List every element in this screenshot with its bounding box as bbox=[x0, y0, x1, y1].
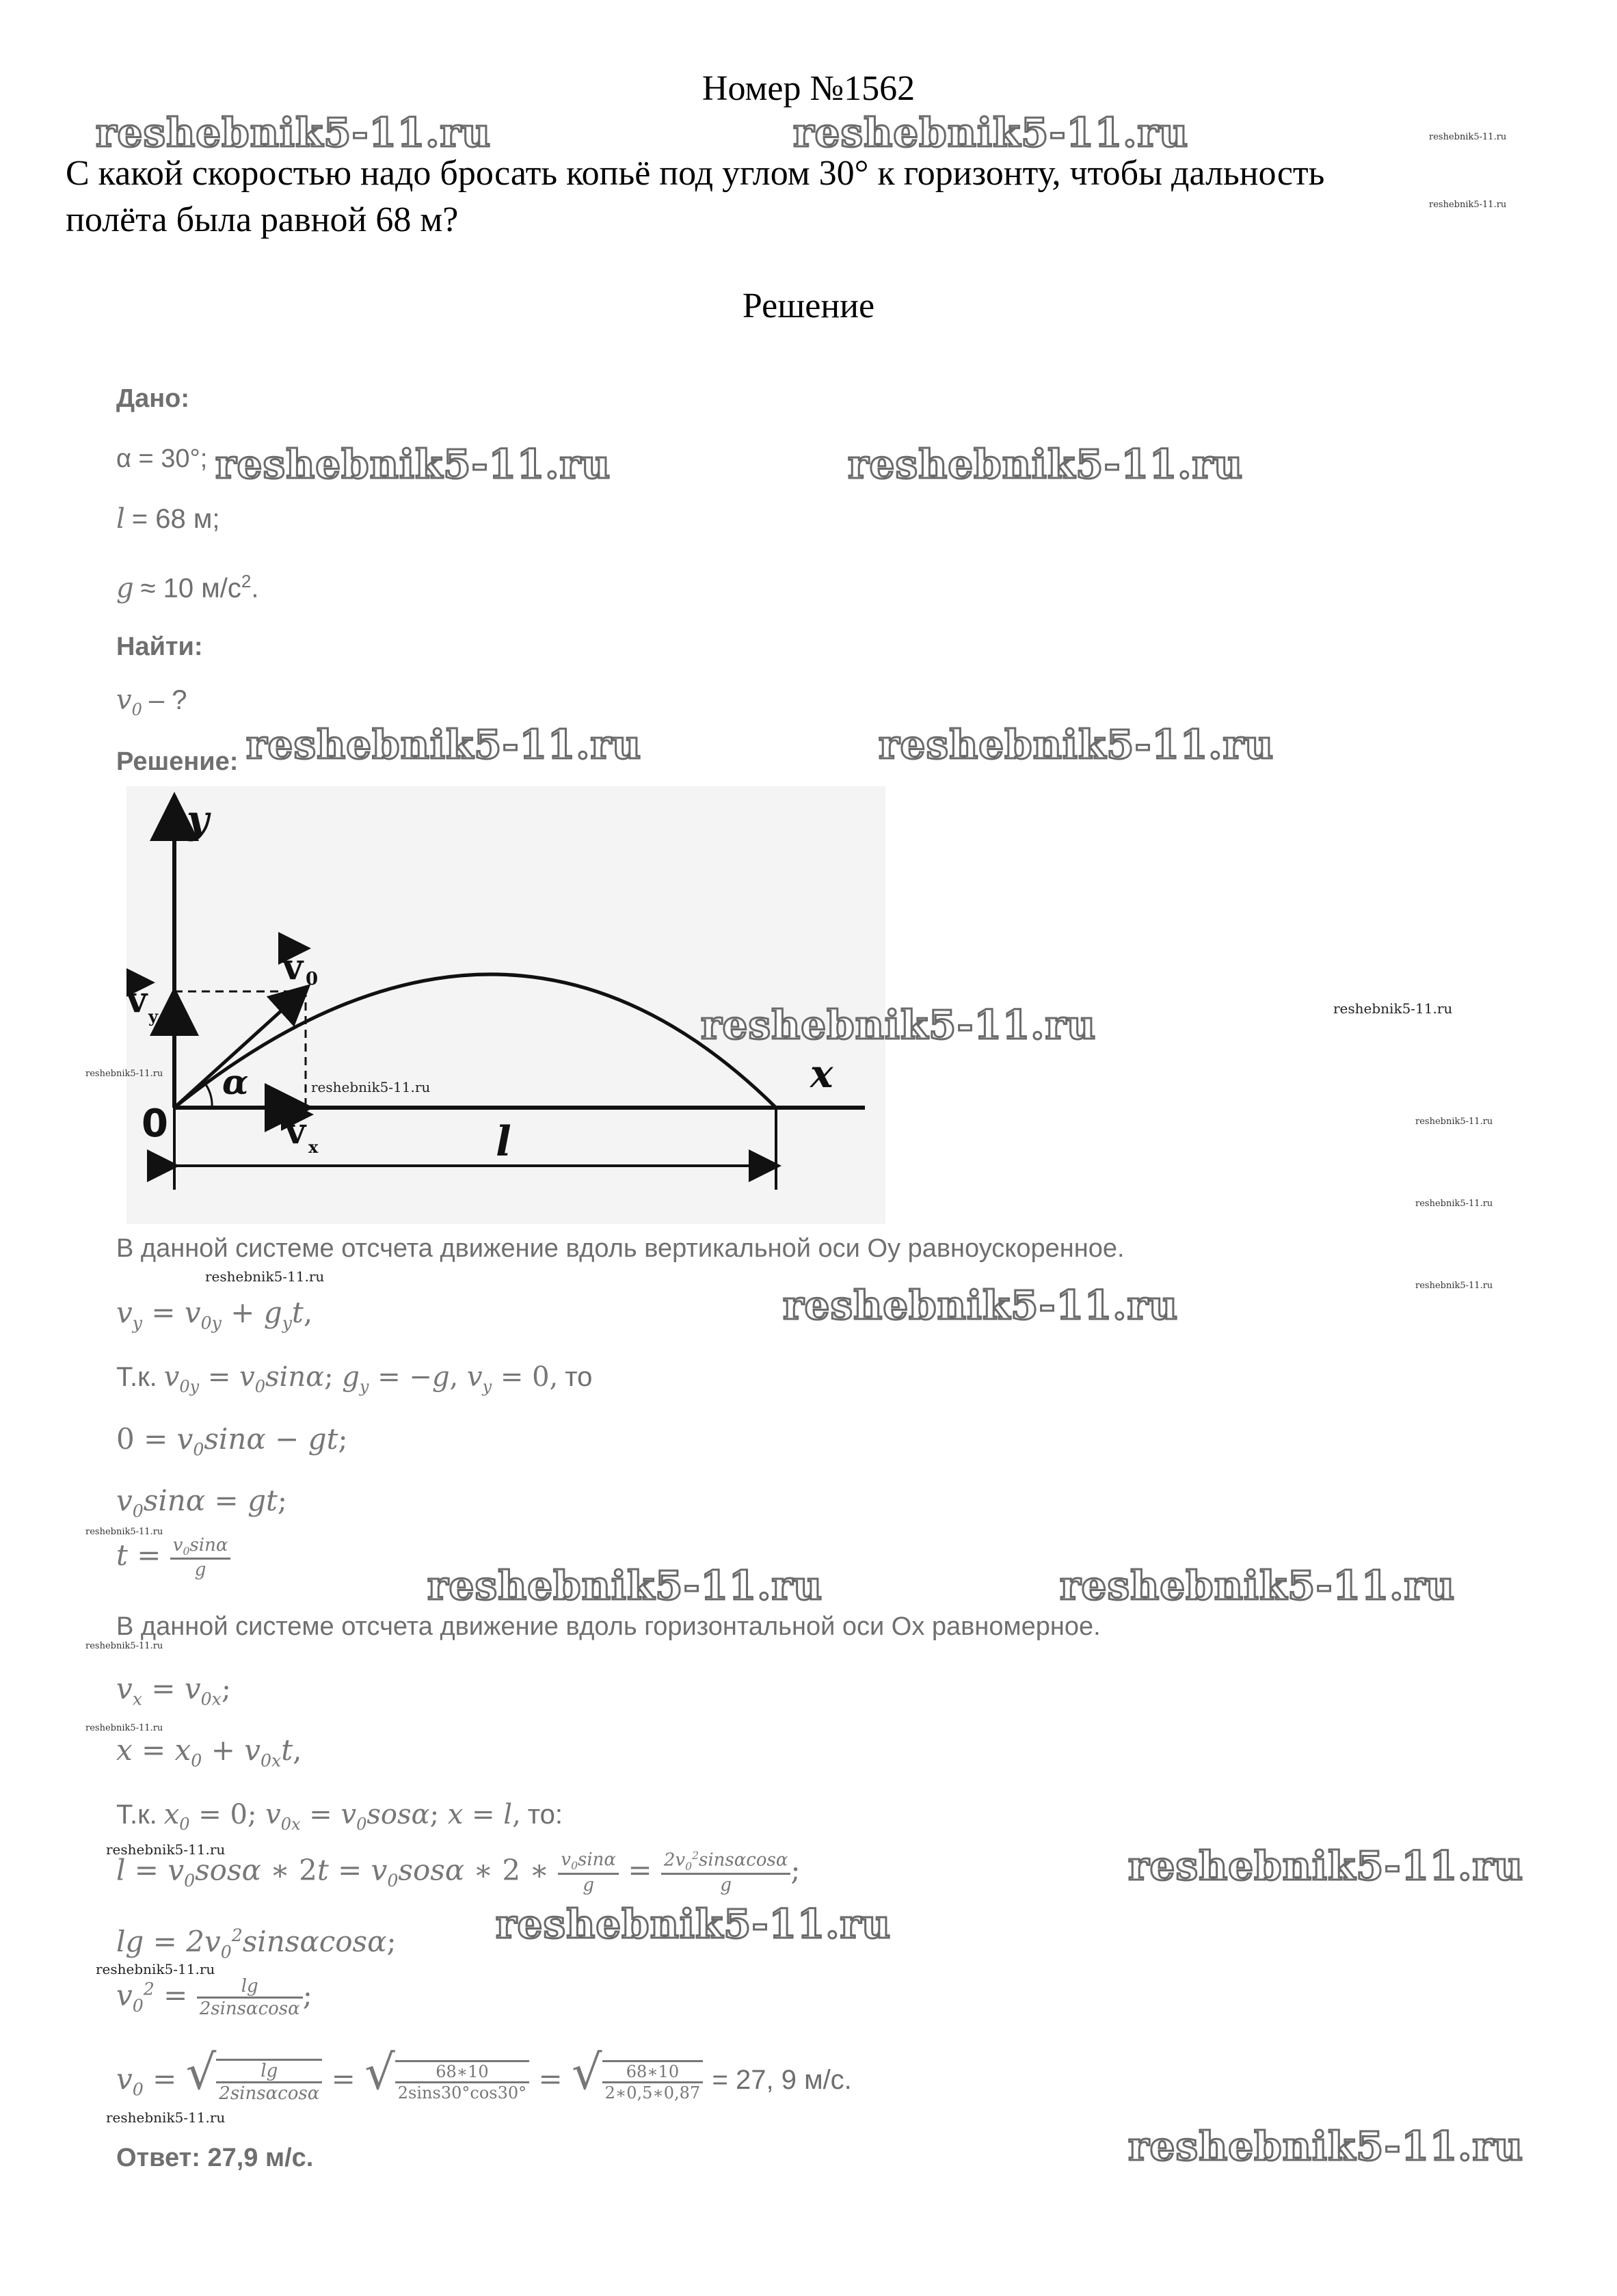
watermark: reshebnik5-11.ru bbox=[848, 441, 1244, 488]
eq-zero: $0 = v_0\sin\alpha$ − gt; bbox=[116, 1422, 348, 1460]
watermark: reshebnik5-11.ru bbox=[1415, 1199, 1493, 1209]
tk1-line: Т.к. $v_{0y} = v_0\sin\alpha$; $g_y = -g$, $v_y = 0$, то bbox=[116, 1361, 593, 1396]
vy-subscript: y bbox=[148, 1006, 158, 1026]
watermark: reshebnik5-11.ru bbox=[1415, 1117, 1493, 1127]
watermark: reshebnik5-11.ru bbox=[1429, 132, 1507, 142]
watermark: reshebnik5-11.ru bbox=[85, 1723, 163, 1733]
watermark: reshebnik5-11.ru bbox=[1429, 200, 1507, 210]
v0-result-equation: $v_0$ = √ $\frac{\lg}{2\sin s\alpha\cos\alpha}$ = √ $\frac{68∗10}{2\sin s30^\circ\cos 30^\circ}$ = √ $\frac{68∗10}{2∗0,5∗0,87}$ = 27, 9 м/с. bbox=[116, 2044, 852, 2104]
problem-statement-line2: полёта была равной 68 м? bbox=[66, 200, 459, 239]
given-gravity-value: ≈ 10 м/с bbox=[140, 573, 241, 604]
solution-heading: Решение bbox=[742, 286, 875, 325]
watermark: reshebnik5-11.ru bbox=[1333, 1000, 1453, 1017]
find-title: Найти: bbox=[116, 632, 203, 661]
watermark: reshebnik5-11.ru bbox=[106, 2109, 226, 2126]
watermark: reshebnik5-11.ru bbox=[701, 1002, 1097, 1048]
watermark: reshebnik5-11.ru bbox=[496, 1901, 892, 1947]
watermark: reshebnik5-11.ru bbox=[96, 109, 492, 156]
horizontal-motion-text: В данной системе отсчета движение вдоль горизонтальной оси Оx равномерное. bbox=[116, 1612, 1101, 1641]
v0-subscript: 0 bbox=[306, 969, 319, 989]
alpha-label: α bbox=[222, 1062, 249, 1102]
answer-text: Ответ: 27,9 м/с. bbox=[116, 2144, 314, 2172]
watermark: reshebnik5-11.ru bbox=[1128, 1843, 1524, 1889]
eq-v0sin: $v_0\sin\alpha$ = gt; bbox=[116, 1484, 287, 1521]
watermark: reshebnik5-11.ru bbox=[783, 1282, 1179, 1329]
y-axis-label: y bbox=[187, 797, 209, 842]
watermark: reshebnik5-11.ru bbox=[246, 721, 642, 768]
watermark: reshebnik5-11.ru bbox=[1415, 1281, 1493, 1291]
problem-number: Номер №1562 bbox=[701, 69, 916, 108]
vx-equation: $v_x = v_{0x}$; bbox=[116, 1672, 231, 1709]
length-symbol: l bbox=[116, 503, 125, 535]
distance-label: l bbox=[496, 1118, 511, 1166]
gravity-symbol: g bbox=[116, 572, 134, 604]
range-equation: $l = v_0sos\alpha$ ∗ $2t = v_0sos\alpha$ ∗ 2 ∗ $\frac{v_0\sin\alpha}{g}$ = $\frac{2v_0^2\sin s\alpha\cos\alpha}{g}$ ; bbox=[116, 1850, 801, 1895]
tk2-line: Т.к. $x_0 = 0$; $v_{0x} = v_0sos\alpha$; x = l, то: bbox=[116, 1799, 563, 1834]
find-value: $v_0$ – ? bbox=[116, 684, 187, 719]
tk1-prefix: Т.к. bbox=[116, 1362, 157, 1392]
v0-squared-equation: $v_0^2$ = $\frac{\lg}{2\sin s\alpha\cos\alpha}$ ; bbox=[116, 1976, 312, 2019]
result-value: = 27, 9 м/с. bbox=[712, 2065, 852, 2095]
tk2-suffix: то: bbox=[527, 1800, 563, 1830]
tk2-prefix: Т.к. bbox=[116, 1800, 157, 1830]
watermark: reshebnik5-11.ru bbox=[427, 1562, 823, 1609]
find-text: – ? bbox=[148, 685, 187, 715]
origin-label: 0 bbox=[142, 1102, 168, 1146]
watermark: reshebnik5-11.ru bbox=[85, 1527, 163, 1537]
watermark: reshebnik5-11.ru bbox=[1128, 2123, 1524, 2170]
v0-label: v bbox=[282, 946, 304, 988]
watermark: reshebnik5-11.ru bbox=[215, 441, 611, 488]
watermark: reshebnik5-11.ru bbox=[879, 721, 1274, 768]
x-axis-label: x bbox=[810, 1052, 833, 1097]
problem-statement-line1: С какой скоростью надо бросать копьё под углом 30° к горизонту, чтобы дальность bbox=[66, 154, 1325, 193]
solution-title: Решение: bbox=[116, 747, 239, 776]
watermark: reshebnik5-11.ru bbox=[85, 1641, 163, 1651]
vy-label: v bbox=[126, 979, 148, 1021]
watermark: reshebnik5-11.ru bbox=[793, 109, 1189, 156]
vy-equation: $v_y = v_{0y} + g_yt$, bbox=[116, 1296, 313, 1333]
given-alpha: α = 30°; bbox=[116, 444, 208, 473]
vertical-motion-text: В данной системе отсчета движение вдоль вертикальной оси Оy равноускоренное. bbox=[116, 1234, 1125, 1263]
watermark: reshebnik5-11.ru bbox=[85, 1069, 163, 1079]
given-length-value: = 68 м; bbox=[131, 504, 220, 534]
lg-equation: $\lg = 2v_0^2\sin s\alpha\cos\alpha$; bbox=[116, 1925, 397, 1962]
given-gravity: g ≈ 10 $м/с^2$. bbox=[116, 571, 259, 604]
watermark: reshebnik5-11.ru bbox=[1060, 1562, 1456, 1609]
eq-time: t = $\frac{v_0\sin\alpha}{g}$ bbox=[116, 1535, 230, 1580]
watermark: reshebnik5-11.ru bbox=[311, 1079, 431, 1095]
watermark: reshebnik5-11.ru bbox=[205, 1268, 325, 1285]
tk1-suffix: то bbox=[565, 1362, 593, 1392]
given-length bbox=[116, 503, 220, 535]
given-title: Дано: bbox=[116, 384, 190, 413]
x-equation: $x = x_0 + v_{0x}t$, bbox=[116, 1733, 302, 1771]
watermark: reshebnik5-11.ru bbox=[106, 1841, 226, 1858]
vx-subscript: x bbox=[308, 1137, 319, 1157]
vx-label: v bbox=[285, 1110, 306, 1152]
watermark: reshebnik5-11.ru bbox=[96, 1961, 215, 1977]
